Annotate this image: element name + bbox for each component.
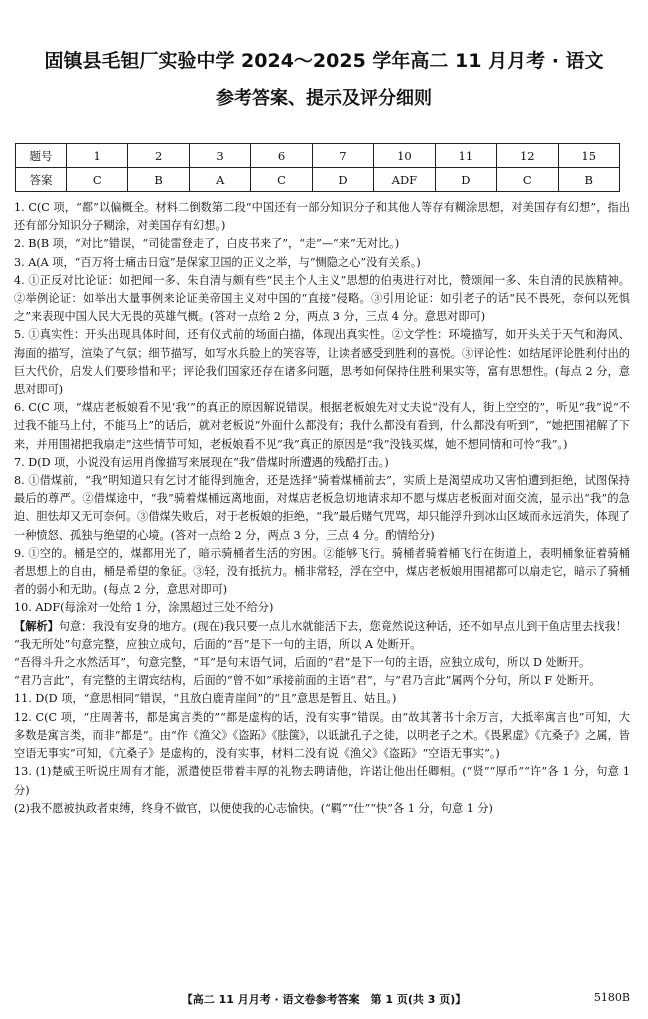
answer-cell: B	[128, 168, 189, 192]
answer-table	[15, 143, 620, 192]
answer-cell: D	[312, 168, 373, 192]
analysis-tag: 【解析】	[14, 619, 59, 633]
answer-table-answer-row	[16, 168, 620, 192]
analysis-line: 句意：我没有安身的地方。(现在)我只要一点儿水就能活下去，您竟然说这种话，还不如早点儿到干鱼店里去找我！	[58, 619, 627, 633]
answer-cell: D	[435, 168, 496, 192]
answer-cell: C	[497, 168, 558, 192]
answer-cell: A	[189, 168, 250, 192]
table-row-label: 题号	[16, 144, 67, 168]
answer-cell: C	[251, 168, 312, 192]
answer-cell: C	[67, 168, 128, 192]
answer-item-5: 5. ①真实性：开头出现具体时间，还有仪式前的场面白描，体现出真实性。②文学性：环境描写，如开头关于天气和海风、海面的描写，渲染了气氛；细节描写，如写水兵脸上的笑容等，让读者感受到胜利的喜悦。③评论性：如结尾评论胜利付出的巨大代价，启发人们要珍惜和平；评论我们国家还存在诸多问题，思考如何保持住胜利果实等，富有思想性。(每点 2 分，意思对即可)	[14, 328, 630, 397]
answer-item-10: 10. ADF(每涂对一处给 1 分，涂黑超过三处不给分)	[14, 601, 274, 615]
question-number: 15	[558, 144, 620, 168]
page-subtitle: 参考答案、提示及评分细则	[216, 88, 432, 109]
question-number: 12	[497, 144, 558, 168]
answer-item-9: 9. ①空的。桶是空的，煤都用光了，暗示骑桶者生活的穷困。②能够飞行。骑桶者骑着桶飞行在街道上，表明桶象征着骑桶者思想上的自由，桶是希望的象征。③轻，没有抵抗力。桶非常轻，浮在空中，煤店老板娘用围裙都可以扇走它，暗示了骑桶者的弱小和无助。(每点 2 分，意思对即可)	[14, 546, 630, 597]
question-number: 1	[67, 144, 128, 168]
analysis-block	[14, 618, 630, 636]
question-number: 7	[312, 144, 373, 168]
document-code: 5180B	[593, 991, 630, 1004]
table-row-label: 答案	[16, 168, 67, 192]
page-footer: 【高二 11 月月考 · 语文卷参考答案 第 1 页(共 3 页)】	[181, 993, 467, 1006]
analysis-line: “我无所处”句意完整，应独立成句，后面的“吾”是下一句的主语，所以 A 处断开。	[14, 637, 422, 651]
answer-item-2: 2. B(B 项，“对比”错误，“司徒雷登走了，白皮书来了”，“走”—“来”无对比。)	[14, 237, 400, 251]
answer-item-6: 6. C(C 项，“煤店老板娘看不见‘我’”的真正的原因解说错误。根据老板娘先对丈夫说“没有人，街上空空的”，听见“我”说“不过我不能马上付，不能马上”的话后，就对老板说“外面什么都没有；我什么都没有看到，什么都没有听到”，“她把围裙解了下来，并用围裙把我扇走”这些情节可知，老板娘看不见“我”真正的原因是“我”没钱买煤，她不想同情和可怜“我”。)	[14, 401, 630, 451]
question-number: 6	[251, 144, 312, 168]
question-number: 3	[189, 144, 250, 168]
answer-item-11: 11. D(D 项，“意思相同”错误，“且放白鹿青崖间”的“且”意思是暂且、姑且。)	[14, 692, 397, 706]
question-number: 10	[374, 144, 435, 168]
page-title: 固镇县毛钽厂实验中学 2024～2025 学年高二 11 月月考 · 语文	[44, 50, 604, 72]
answer-cell: B	[558, 168, 620, 192]
answer-item-7: 7. D(D 项，小说没有运用肖像描写来展现在“我”借煤时所遭遇的残酷打击。)	[14, 455, 389, 469]
answer-item-13-1: 13. (1)楚威王听说庄周有才能，派遣使臣带着丰厚的礼物去聘请他，许诺让他出任卿相。(“贤”“厚币”“许”各 1 分，句意 1 分)	[14, 765, 630, 797]
answer-item-13-2: (2)我不愿被执政者束缚，终身不做官，以便使我的心志愉快。(“羁”“仕”“快”各 1 分，句意 1 分)	[14, 801, 493, 815]
analysis-line: “吾得斗升之水然活耳”，句意完整，“耳”是句末语气词，后面的“君”是下一句的主语，应独立成句，所以 D 处断开。	[14, 656, 591, 670]
answer-cell: ADF	[374, 168, 435, 192]
answer-item-1: 1. C(C 项，“都”以偏概全。材料二倒数第二段“中国还有一部分知识分子和其他人等存有糊涂思想，对美国存有幻想”，指出还有部分知识分子糊涂，对美国存有幻想。)	[14, 201, 630, 233]
answer-table-number-row	[16, 144, 620, 168]
answer-item-4: 4. ①正反对比论证：如把闻一多、朱自清与颇有些“民主个人主义”思想的伯夷进行对比，赞颂闻一多、朱自清的民族精神。②举例论证：如举出大量事例来论证美帝国主义对中国的“直接”侵略。③引用论证：如引老子的话“民不畏死，奈何以死惧之”来表现中国人民大无畏的英雄气概。(答对一点给 2 分，两点 3 分，三点 4 分。意思对即可)	[14, 273, 630, 324]
answer-explanations	[14, 199, 630, 818]
analysis-line: “君乃言此”，有完整的主谓宾结构，后面的“曾不如”承接前面的主语“君”，与“君乃言此”属两个分句，所以 F 处断开。	[14, 674, 601, 688]
question-number: 2	[128, 144, 189, 168]
answer-item-12: 12. C(C 项，“庄周著书，都是寓言类的”“都是虚构的话，没有实事”错误。由“故其著书十余万言，大抵率寓言也”可知，大多数是寓言类，而非“都是”。由“作《渔父》《盗跖》《胠箧》，以诋訿孔子之徒，以明老子之术。《畏累虚》《亢桑子》之属，皆空语无事实”可知，《亢桑子》是虚构的，没有实事，材料二没有说《渔父》《盗跖》“空语无事实”。)	[14, 710, 630, 761]
answer-item-8: 8. ①借煤前，“我”明知道只有乞讨才能得到施舍，还是选择“骑着煤桶前去”，实质上是渴望成功又害怕遭到拒绝，试图保持最后的尊严。②借煤途中，“我”骑着煤桶远离地面，对煤店老板急切地请求却不愿与煤店老板面对面交流，显示出“我”的急迫、胆怯却又无可奈何。③借煤失败后，对于老板娘的拒绝，“我”最后赌气咒骂，却只能浮升到冰山区域而永远消失，体现了一种愤怒、孤独与绝望的心境。(答对一点给 2 分，两点 3 分，三点 4 分。酌情给分)	[14, 474, 630, 542]
answer-item-3: 3. A(A 项，“百万将士痛击日寇”是保家卫国的正义之举，与“恻隐之心”没有关系。)	[14, 255, 421, 269]
question-number: 11	[435, 144, 496, 168]
